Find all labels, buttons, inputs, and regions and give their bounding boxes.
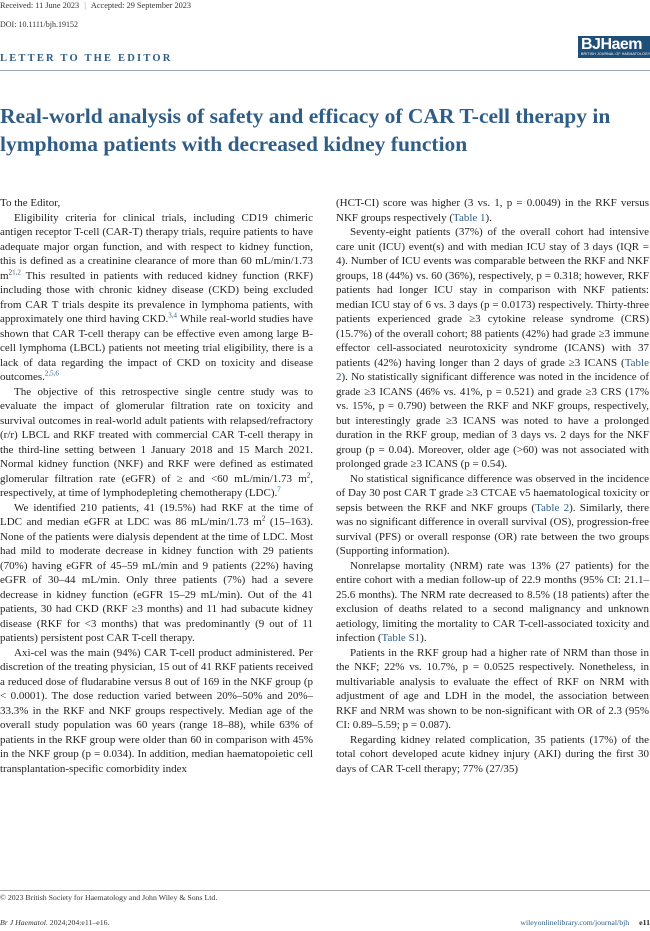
logo-subtitle: BRITISH JOURNAL OF HAEMATOLOGY bbox=[581, 52, 650, 56]
paragraph: Regarding kidney related complication, 35 patients (17%) of the total cohort developed acute kidney injury (AKI) during the first 30 days of CAR T-cell therapy; 77% (27/35) bbox=[336, 733, 649, 775]
paragraph: (HCT-CI) score was higher (3 vs. 1, p = 0.0049) in the RKF versus NKF groups respectively (Table 1). bbox=[336, 197, 649, 224]
paragraph: No statistical significance difference was observed in the incidence of Day 30 post CAR T grade ≥3 CTCAE v5 haematological toxicity or sepsis between the RKF and NKF groups (Table 2). Similarly, there was no significant difference in overall survival (OS), progression-free survival (PFS) or overall response (OR) rate between the two groups (Supporting information). bbox=[336, 472, 649, 557]
paragraph: Patients in the RKF group had a higher rate of NRM than those in the NKF; 22% vs. 10.7%, p = 0.0525 respectively. Nonetheless, in multivariable analysis to evaluate the effect of RKF on NRM with adjustment of age and LDH in the model, the association between RKF and NRM was shown to be non-significant with OR of 2.3 (95% CI: 0.89–5.59; p = 0.087). bbox=[336, 646, 649, 731]
reference-link[interactable]: 1,2 bbox=[12, 267, 21, 276]
salutation: To the Editor, bbox=[0, 197, 61, 209]
journal-website-link[interactable]: wileyonlinelibrary.com/journal/bjh bbox=[520, 918, 630, 927]
accepted-date: Accepted: 29 September 2023 bbox=[90, 1, 192, 10]
copyright: © 2023 British Society for Haematology and John Wiley & Sons Ltd. bbox=[0, 893, 218, 902]
table-link[interactable]: Table 2 bbox=[336, 356, 649, 383]
received-date: Received: 11 June 2023 bbox=[0, 1, 80, 10]
table-link[interactable]: Table 1 bbox=[453, 211, 486, 224]
reference-link[interactable]: 3,4 bbox=[168, 311, 178, 320]
paragraph: The objective of this retrospective single centre study was to evaluate the impact of glomerular filtration rate on toxicity and survival outcomes in real-world adult patients with relapsed/refractory (r/r) LBCL and RKF treated with commercial CAR T-cell therapy in the third-line setting between 1 January 2018 and 15 March 2021. Normal kidney function (NKF) and RKF were defined as estimated glomerular filtration rate (eGFR) of ≥ and <60 mL/min/1.73 $m^2$, respectively, at time of lymphodepleting chemotherapy (LDC).$^7$ bbox=[0, 385, 313, 499]
paragraph: We identified 210 patients, 41 (19.5%) had RKF at the time of LDC and median eGFR at LDC was 86 mL/min/1.73 $m^2$ (15–163). None of the patients were dialysis dependent at the time of LDC. Most had mild to moderate decrease in kidney function with 29 patients (70%) having eGFR of 45–59 mL/min and 9 patients (22%) having eGFR of 30–44 mL/min. Only three patients (7%) had a severe decrease in kidney function (eGFR 15–29 mL/min). Out of the 41 patients, 30 had CKD (RKF ≥3 months) and 11 had subacute kidney disease (RKF for <3 months) that was predominantly (9 out of 11 patients) persistent post CAR T-cell therapy. bbox=[0, 501, 313, 644]
paragraph: Eligibility criteria for clinical trials, including CD19 chimeric antigen receptor T-cell (CAR-T) therapy trials, require patients to have adequate major organ function, and with respect to kidney function, this is defined as a creatinine clearance of more than 60 mL/min/1.73 $m^{21,2}$ This resulted in patients with reduced kidney function (RKF) including those with chronic kidney disease (CKD) being excluded from CAR T trials despite its prevalence in lymphoma patients, with approximately one third having CKD.$^{3,4}$ While real-world studies have shown that CAR T-cell therapy can be effective even among large B-cell lymphoma (LBCL) patients not meeting trial eligibility, there is a lack of data regarding the impact of CKD on toxicity and disease outcomes.$^{2,5,6}$ bbox=[0, 211, 314, 383]
citation bbox=[0, 918, 110, 927]
volume-pages: 2024;204:e11–e16. bbox=[47, 918, 110, 927]
paragraph: Axi-cel was the main (94%) CAR T-cell product administered. Per discretion of the treating physician, 15 out of 41 RKF patients received a reduced dose of fludarabine versus 8 out of 169 in the NKF group (p < 0.0001). The dose reduction varied between 20%–50% and 20%–33.3% in the RKF and NKF groups respectively. Median age of the overall study population was 60 years (range 18–88), while 63% of patients in the RKF group were older than 60 in comparison with 45% in the NKF group (p = 0.034). In addition, median haematopoietic cell transplantation-specific comorbidity index bbox=[0, 646, 313, 775]
supplementary-link[interactable]: Table S1 bbox=[381, 632, 421, 644]
reference-link[interactable]: 7 bbox=[277, 485, 281, 494]
article-title: Real-world analysis of safety and efficacy of CAR T-cell therapy in lymphoma patients with decreased kidney function bbox=[0, 104, 611, 156]
header-divider bbox=[0, 70, 650, 71]
footer-divider bbox=[0, 890, 650, 891]
page-number: e11 bbox=[639, 918, 650, 927]
journal-name: Br J Haematol. bbox=[0, 918, 48, 927]
footer-right bbox=[520, 918, 650, 927]
received-accepted-line: Received: 11 June 2023 | Accepted: 29 September 2023 bbox=[0, 1, 192, 10]
logo-wordmark: BJHaem bbox=[581, 36, 643, 53]
doi[interactable]: DOI: 10.1111/bjh.19152 bbox=[0, 20, 78, 29]
table-link[interactable]: Table 2 bbox=[535, 501, 570, 514]
journal-logo bbox=[578, 36, 650, 58]
paragraph: Nonrelapse mortality (NRM) rate was 13% (27 patients) for the entire cohort with a median follow-up of 22.9 months (95% CI: 21.1–25.6 months). The NRM rate decreased to 8.5% (18 patients) after the exclusion of deaths related to a second malignancy and unknown aetiology, limiting the mortality to CAR T-cell-associated toxicity and infection (Table S1). bbox=[336, 559, 649, 644]
section-label: LETTER TO THE EDITOR bbox=[0, 53, 173, 64]
paragraph: Seventy-eight patients (37%) of the overall cohort had intensive care unit (ICU) event(s) and with median ICU stay of 3 days (IQR = 4). Number of ICU events was comparable between the RKF and NKF groups, 18 (44%) vs. 60 (36%), respectively, p = 0.318; however, RKF patients had longer ICU stay in comparison with NKF patients: median ICU stay of 6 vs. 3 days (p = 0.0173) respectively. Thirty-three patients experienced grade ≥3 cytokine release syndrome (CRS) (15.7%) of the overall cohort; 88 patients (42%) had grade ≥3 immune effector cell-associated neurotoxicity syndrome (ICANS) with 37 patients (42%) having longer than 2 days of grade ≥3 ICANS (Table 2). No statistically significant difference was noted in the incidence of grade ≥3 ICANS (46% vs. 41%, p = 0.521) and grade ≥3 CRS (17% vs. 15%, p = 0.790) between the RKF and NKF groups, respectively, but interestingly grade ≥3 ICANS was noted to have a prolonged duration in the RKF group, median of 3 days vs. 2 days for the NKF group (p = 0.04). Moreover, older age (>60) was not associated with prolonged grade ≥3 ICANS (p = 0.54). bbox=[336, 226, 649, 470]
right-column bbox=[336, 196, 649, 776]
reference-link[interactable]: 2,5,6 bbox=[44, 369, 59, 378]
left-column bbox=[0, 196, 313, 776]
